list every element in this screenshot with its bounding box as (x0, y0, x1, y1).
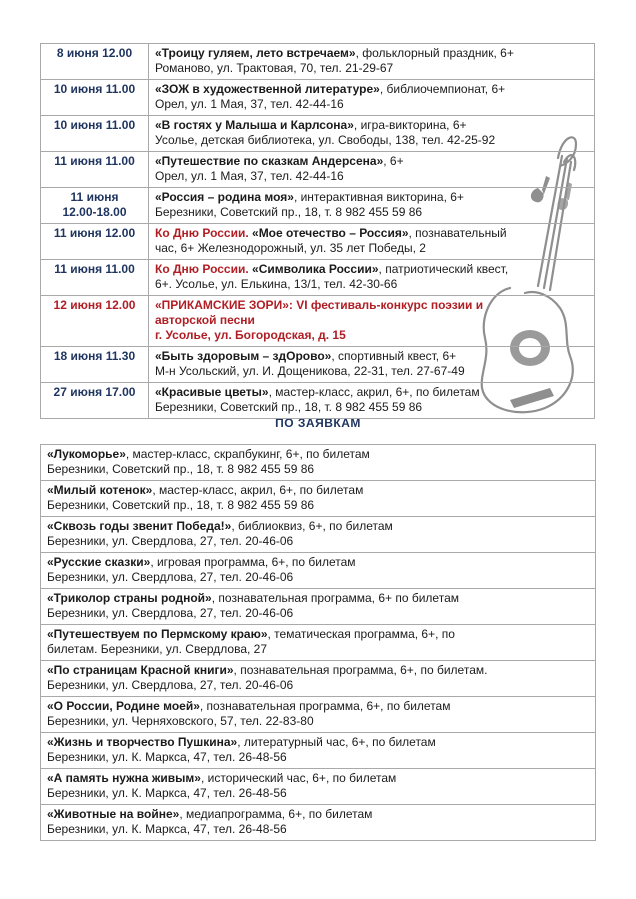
schedule-table (40, 43, 595, 419)
event-prefix: Ко Дню России. (155, 262, 253, 276)
request-details: , библиоквиз, 6+, по билетам (231, 519, 393, 533)
request-title: «Жизнь и творчество Пушкина» (47, 735, 238, 749)
table-row (41, 188, 595, 224)
event-place: Орел, ул. 1 Мая, 37, тел. 42-44-16 (155, 97, 344, 111)
request-cell (41, 625, 596, 661)
table-row (41, 260, 595, 296)
event-title: «Красивые цветы» (155, 385, 269, 399)
event-title: «В гостях у Малыша и Карлсона» (155, 118, 354, 132)
event-cell (149, 188, 595, 224)
festival-cell (149, 296, 595, 347)
request-title: «Триколор страны родной» (47, 591, 212, 605)
event-details: , интерактивная викторина, 6+ (293, 190, 464, 204)
request-cell (41, 445, 596, 481)
request-place: Березники, ул. Черняховского, 57, тел. 22-83-80 (47, 714, 314, 728)
event-details: , мастер-класс, акрил, 6+, по билетам (268, 385, 480, 399)
request-title: «О России, Родине моей» (47, 699, 200, 713)
event-title: «ЗОЖ в художественной литературе» (155, 82, 380, 96)
table-row (41, 517, 596, 553)
request-place: Березники, ул. Свердлова, 27, тел. 20-46-06 (47, 570, 294, 584)
event-date: 10 июня 11.00 (41, 80, 149, 116)
event-cell (149, 152, 595, 188)
event-details: , 6+ (383, 154, 404, 168)
table-row (41, 152, 595, 188)
event-place: час, 6+ Железнодорожный, ул. 35 лет Победы, 2 (155, 241, 426, 255)
request-details: , исторический час, 6+, по билетам (200, 771, 397, 785)
event-date: 27 июня 17.00 (41, 383, 149, 419)
event-cell (149, 383, 595, 419)
event-place: Орел, ул. 1 Мая, 37, тел. 42-44-16 (155, 169, 344, 183)
table-row (41, 481, 596, 517)
festival-date: 12 июня 12.00 (41, 296, 149, 347)
table-row (41, 224, 595, 260)
table-row (41, 733, 596, 769)
table-row (41, 805, 596, 841)
request-details: , медиапрограмма, 6+, по билетам (179, 807, 373, 821)
request-place: Березники, Советский пр., 18, т. 8 982 455 59 86 (47, 462, 315, 476)
event-details: , фольклорный праздник, 6+ (355, 46, 514, 60)
request-details: , мастер-класс, скрапбукинг, 6+, по билетам (125, 447, 370, 461)
event-cell (149, 347, 595, 383)
request-place: Березники, ул. К. Маркса, 47, тел. 26-48-56 (47, 786, 287, 800)
event-title: «Мое отечество – Россия» (252, 226, 409, 240)
event-title: «Путешествие по сказкам Андерсена» (155, 154, 384, 168)
request-details: , познавательная программа, 6+, по билетам (199, 699, 451, 713)
request-cell (41, 805, 596, 841)
request-cell (41, 769, 596, 805)
table-row (41, 44, 595, 80)
event-cell (149, 260, 595, 296)
event-date: 11 июня 12.00 (41, 224, 149, 260)
request-details: , литературный час, 6+, по билетам (237, 735, 436, 749)
request-title: «А память нужна живым» (47, 771, 201, 785)
table-row (41, 553, 596, 589)
request-title: «Животные на войне» (47, 807, 180, 821)
request-title: «Русские сказки» (47, 555, 151, 569)
event-place: 6+. Усолье, ул. Елькина, 13/1, тел. 42-30-66 (155, 277, 398, 291)
event-title: «Троицу гуляем, лето встречаем» (155, 46, 356, 60)
event-date: 18 июня 11.30 (41, 347, 149, 383)
table-row (41, 383, 595, 419)
table-row (41, 445, 596, 481)
event-title: «Россия – родина моя» (155, 190, 294, 204)
festival-place: г. Усолье, ул. Богородская, д. 15 (155, 328, 346, 342)
event-cell (149, 44, 595, 80)
event-details: , спортивный квест, 6+ (331, 349, 457, 363)
event-prefix: Ко Дню России. (155, 226, 253, 240)
request-title: «Путешествуем по Пермскому краю» (47, 627, 268, 641)
request-details: , игровая программа, 6+, по билетам (150, 555, 356, 569)
event-title: «Символика России» (252, 262, 379, 276)
request-cell (41, 553, 596, 589)
request-cell (41, 481, 596, 517)
table-row (41, 296, 595, 347)
request-cell (41, 517, 596, 553)
request-cell (41, 589, 596, 625)
event-date: 11 июня 11.00 (41, 260, 149, 296)
request-title: «Сквозь годы звенит Победа!» (47, 519, 232, 533)
request-place: Березники, ул. К. Маркса, 47, тел. 26-48-56 (47, 750, 287, 764)
event-date: 10 июня 11.00 (41, 116, 149, 152)
event-details: , познавательный (408, 226, 507, 240)
request-place: Березники, ул. К. Маркса, 47, тел. 26-48-56 (47, 822, 287, 836)
festival-title: «ПРИКАМСКИЕ ЗОРИ»: VI фестиваль-конкурс поэзии и (155, 298, 484, 312)
event-date-day: 11 июня (70, 190, 119, 204)
request-details: , познавательная программа, 6+, по билетам. (233, 663, 488, 677)
request-place: Березники, ул. Свердлова, 27, тел. 20-46-06 (47, 678, 294, 692)
event-date (41, 188, 149, 224)
event-place: Березники, Советский пр., 18, т. 8 982 455 59 86 (155, 400, 423, 414)
request-place: Березники, ул. Свердлова, 27, тел. 20-46-06 (47, 606, 294, 620)
event-title: «Быть здоровым – здОрово» (155, 349, 332, 363)
event-date: 11 июня 11.00 (41, 152, 149, 188)
table-row (41, 116, 595, 152)
table-row (41, 625, 596, 661)
request-cell (41, 697, 596, 733)
table-row (41, 769, 596, 805)
event-place: Романово, ул. Трактовая, 70, тел. 21-29-67 (155, 61, 394, 75)
request-place: Березники, ул. Свердлова, 27, тел. 20-46-06 (47, 534, 294, 548)
event-details: , библиочемпионат, 6+ (379, 82, 506, 96)
table-row (41, 347, 595, 383)
event-date-time: 12.00-18.00 (62, 205, 127, 219)
table-row (41, 80, 595, 116)
request-title: «По страницам Красной книги» (47, 663, 234, 677)
request-title: «Лукоморье» (47, 447, 126, 461)
request-details: , тематическая программа, 6+, по (267, 627, 455, 641)
event-place: Березники, Советский пр., 18, т. 8 982 455 59 86 (155, 205, 423, 219)
event-cell (149, 116, 595, 152)
request-place: билетам. Березники, ул. Свердлова, 27 (47, 642, 268, 656)
event-place: Усолье, детская библиотека, ул. Свободы, 138, тел. 42-25-92 (155, 133, 496, 147)
request-details: , познавательная программа, 6+ по билетам (211, 591, 459, 605)
request-place: Березники, Советский пр., 18, т. 8 982 455 59 86 (47, 498, 315, 512)
event-cell (149, 80, 595, 116)
section-title: ПО ЗАЯВКАМ (275, 416, 361, 430)
request-cell (41, 733, 596, 769)
request-cell (41, 661, 596, 697)
festival-subtitle: авторской песни (155, 313, 255, 327)
event-date: 8 июня 12.00 (41, 44, 149, 80)
table-row (41, 697, 596, 733)
requests-table (40, 444, 596, 841)
event-details: , игра-викторина, 6+ (353, 118, 467, 132)
table-row (41, 589, 596, 625)
request-title: «Милый котенок» (47, 483, 153, 497)
event-cell (149, 224, 595, 260)
table-row (41, 661, 596, 697)
event-place: М-н Усольский, ул. И. Дощеникова, 22-31, тел. 27-67-49 (155, 364, 465, 378)
event-details: , патриотический квест, (378, 262, 509, 276)
request-details: , мастер-класс, акрил, 6+, по билетам (152, 483, 364, 497)
